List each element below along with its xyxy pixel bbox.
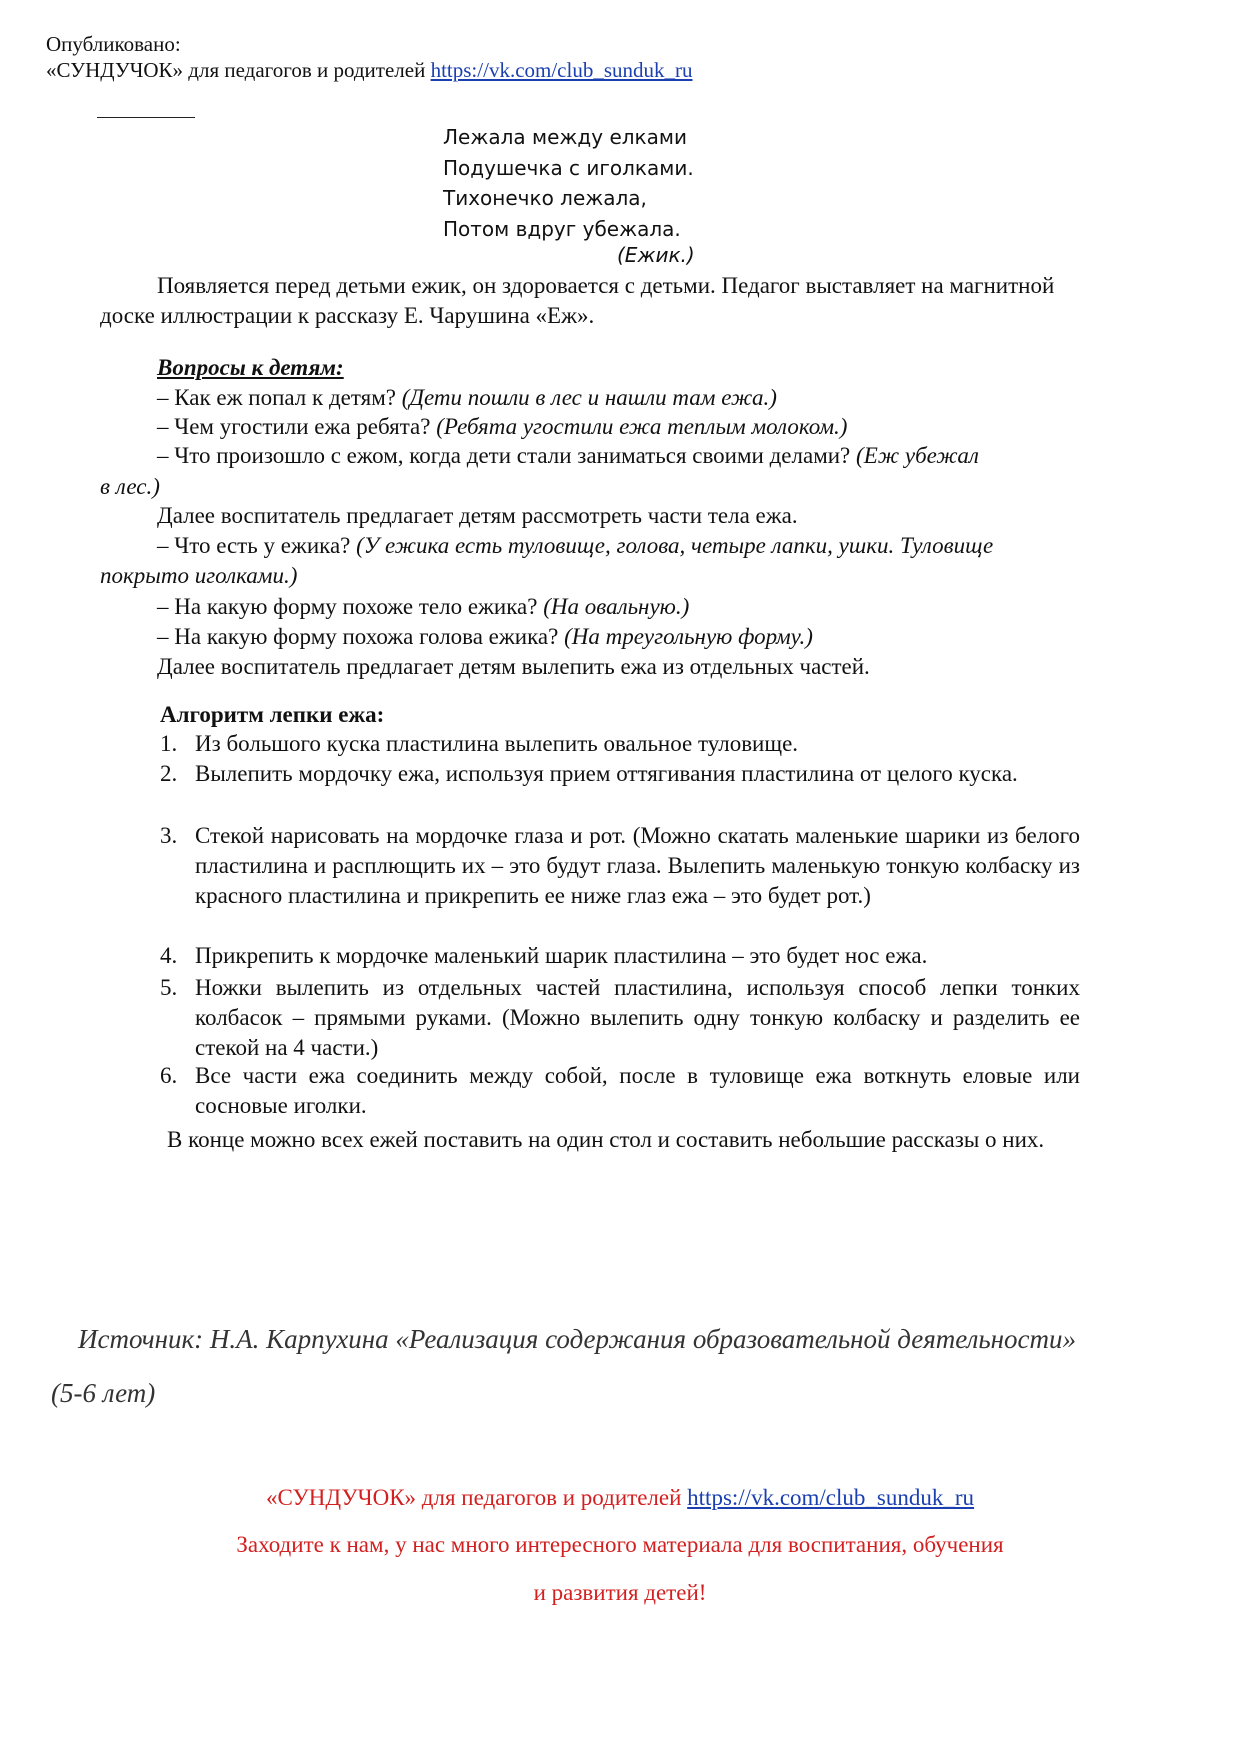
step-text: Из большого куска пластилина вылепить овальное туловище. xyxy=(195,731,799,756)
question-answer: (Дети пошли в лес и нашли там ежа.) xyxy=(401,385,777,410)
next-step-text: Далее воспитатель предлагает детям вылепить ежа из отдельных частей. xyxy=(157,654,870,679)
header-divider xyxy=(97,117,195,118)
question-3 xyxy=(157,441,979,471)
header-vk-link[interactable]: https://vk.com/club_sunduk_ru xyxy=(430,58,693,82)
poem-answer: (Ежик.) xyxy=(617,243,695,267)
question-text: – Что есть у ежика? xyxy=(157,533,351,558)
question-4 xyxy=(157,531,993,561)
step-number: 4. xyxy=(160,943,178,968)
poem-line: Подушечка с иголками. xyxy=(443,156,694,180)
question-text: – Что произошло с ежом, когда дети стали заниматься своими делами? xyxy=(157,443,851,468)
question-answer: (У ежика есть туловище, голова, четыре лапки, ушки. Туловище xyxy=(356,533,994,558)
footer-site-line xyxy=(0,1485,1240,1511)
footer-vk-link[interactable]: https://vk.com/club_sunduk_ru xyxy=(687,1485,975,1510)
poem-line: Лежала между елками xyxy=(443,125,687,149)
question-text: – Чем угостили ежа ребята? xyxy=(157,414,431,439)
step-number: 2. xyxy=(160,761,178,786)
header-site-line xyxy=(46,58,693,83)
step-text: Вылепить мордочку ежа, используя прием оттягивания пластилина от целого куска. xyxy=(195,761,1018,786)
step-text: Стекой нарисовать на мордочке глаза и рот. (Можно скатать маленькие шарики из белого пластилина и расплющить их – это будут глаза. Вылепить маленькую тонкую колбаску из красного пластилина и прикрепить ее ниже глаз ежа – это будет рот.) xyxy=(195,823,1080,908)
step-number: 5. xyxy=(160,975,178,1000)
step-text: Ножки вылепить из отдельных частей пластилина, используя способ лепки тонких колбасок – прямыми руками. (Можно вылепить одну тонкую колбаску и разделить ее стекой на 4 части.) xyxy=(195,975,1080,1060)
footer-invite-line: Заходите к нам, у нас много интересного материала для воспитания, обучения xyxy=(236,1532,1004,1557)
question-answer: (Еж убежал xyxy=(856,443,979,468)
ending-paragraph: В конце можно всех ежей поставить на один стол и составить небольшие рассказы о них. xyxy=(167,1127,1045,1152)
intro-paragraph: Появляется перед детьми ежик, он здоровается с детьми. Педагог выставляет на магнитной доске иллюстрации к рассказу Е. Чарушина «Еж». xyxy=(100,273,1055,328)
algorithm-step xyxy=(160,759,1080,789)
algorithm-step xyxy=(160,729,1080,759)
question-answer: (На треугольную форму.) xyxy=(564,624,813,649)
algorithm-step xyxy=(160,1061,1080,1121)
step-text: Все части ежа соединить между собой, после в туловище ежа воткнуть еловые или сосновые иголки. xyxy=(195,1063,1080,1118)
algorithm-heading: Алгоритм лепки ежа: xyxy=(160,702,385,727)
poem-line: Тихонечко лежала, xyxy=(443,186,647,210)
source-citation: Источник: Н.А. Карпухина «Реализация содержания образовательной деятельности» xyxy=(78,1324,1077,1354)
published-label: Опубликовано: xyxy=(46,32,181,56)
poem-line: Потом вдруг убежала. xyxy=(443,217,681,241)
next-step-text: Далее воспитатель предлагает детям рассмотреть части тела ежа. xyxy=(157,503,798,528)
footer-site-name: «СУНДУЧОК» для педагогов и родителей xyxy=(265,1485,682,1510)
question-6 xyxy=(157,622,813,652)
questions-heading: Вопросы к детям: xyxy=(157,355,344,380)
step-number: 1. xyxy=(160,731,178,756)
question-text: – На какую форму похожа голова ежика? xyxy=(157,624,559,649)
question-1 xyxy=(157,383,777,413)
header-site-name: «СУНДУЧОК» для педагогов и родителей xyxy=(46,58,426,82)
step-text: Прикрепить к мордочке маленький шарик пластилина – это будет нос ежа. xyxy=(195,943,928,968)
question-answer: (На овальную.) xyxy=(543,594,690,619)
question-2 xyxy=(157,412,847,442)
footer-invite-line-2: и развития детей! xyxy=(533,1580,707,1605)
step-number: 3. xyxy=(160,823,178,848)
algorithm-step xyxy=(160,821,1080,911)
question-answer-continuation: в лес.) xyxy=(100,474,160,499)
algorithm-step xyxy=(160,973,1080,1063)
source-age-range: (5-6 лет) xyxy=(51,1378,156,1408)
step-number: 6. xyxy=(160,1063,178,1088)
algorithm-step xyxy=(160,941,1080,971)
question-answer-continuation: покрыто иголками.) xyxy=(100,563,298,588)
question-5 xyxy=(157,592,689,622)
question-answer: (Ребята угостили ежа теплым молоком.) xyxy=(436,414,848,439)
question-text: – Как еж попал к детям? xyxy=(157,385,396,410)
question-text: – На какую форму похоже тело ежика? xyxy=(157,594,538,619)
